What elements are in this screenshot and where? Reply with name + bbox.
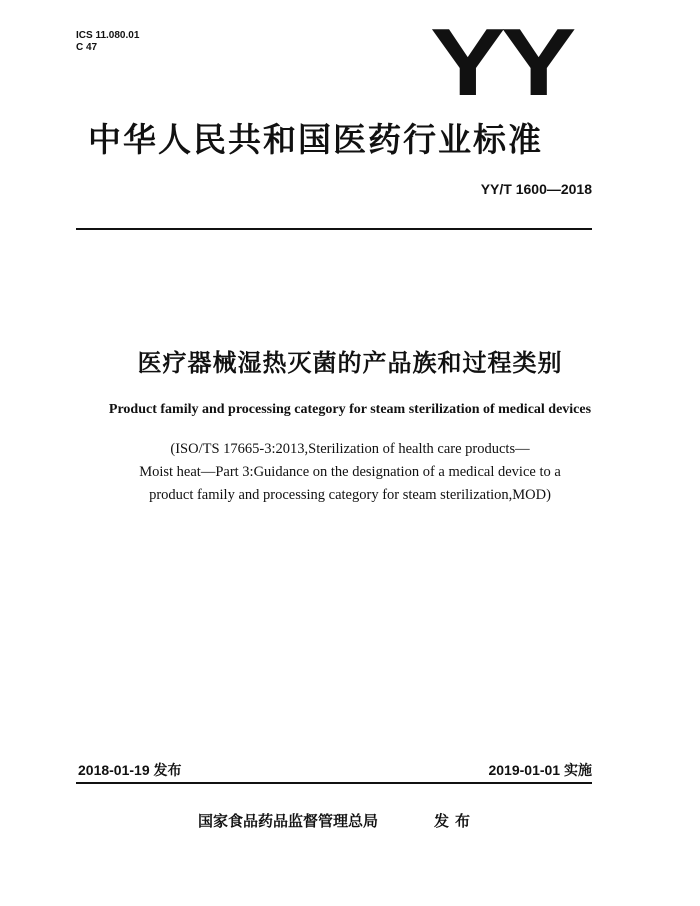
english-title: Product family and processing category for steam sterilization of medical devices <box>108 402 592 417</box>
chinese-title: 医疗器械湿热灭菌的产品族和过程类别 <box>137 349 563 377</box>
issuing-authority: 国家食品药品监督管理总局 <box>198 812 379 830</box>
iso-reference-line: (ISO/TS 17665-3:2013,Sterilization of health care products— <box>170 441 530 457</box>
ccs-code: C 47 <box>76 42 98 53</box>
ics-code: ICS 11.080.01 <box>76 30 140 41</box>
classification-codes <box>76 30 139 54</box>
issue-action: 发布 <box>434 812 477 830</box>
standard-category-title: 中华人民共和国医药行业标准 <box>88 120 543 159</box>
bottom-divider <box>76 782 592 784</box>
implementation-date: 2019-01-01 实施 <box>488 762 592 778</box>
yy-logo: YY <box>430 9 572 116</box>
standard-number: YY/T 1600—2018 <box>480 181 592 197</box>
issue-date: 2018-01-19 发布 <box>78 762 182 778</box>
iso-reference <box>80 438 620 507</box>
iso-reference-line: Moist heat—Part 3:Guidance on the designation of a medical device to a <box>139 464 561 480</box>
top-divider <box>76 228 592 230</box>
iso-reference-line: product family and processing category for steam sterilization,MOD) <box>149 487 551 503</box>
